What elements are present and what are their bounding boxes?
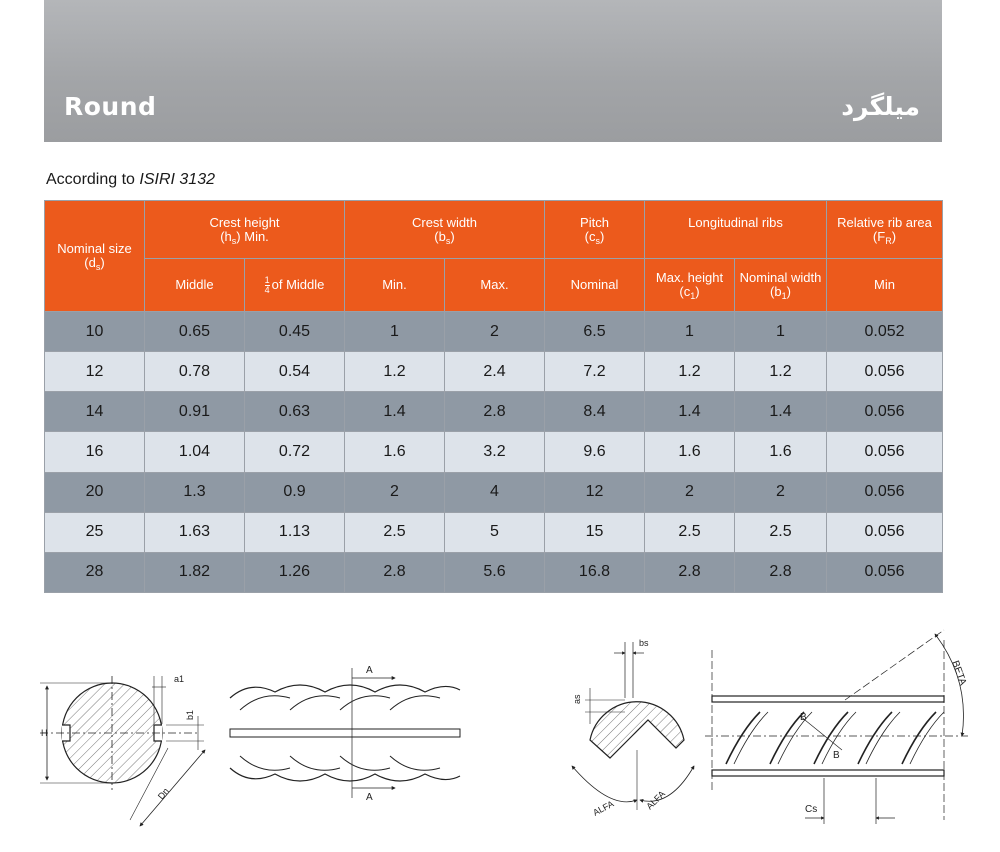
label-beta: BETA <box>949 659 969 687</box>
cell-crest-width-max: 5.6 <box>445 552 545 592</box>
cell-crest-height-quarter: 1.13 <box>245 512 345 552</box>
cell-rib-max-height: 2.8 <box>645 552 735 592</box>
cell-crest-height-middle: 1.04 <box>145 432 245 472</box>
cell-crest-width-min: 2.8 <box>345 552 445 592</box>
cell-relative-rib-area: 0.056 <box>827 512 943 552</box>
cell-crest-width-min: 1.4 <box>345 392 445 432</box>
cell-crest-height-quarter: 1.26 <box>245 552 345 592</box>
header-relative-rib-area: Relative rib area $(F_R)$ <box>827 201 943 259</box>
label-section-a-bottom: A <box>366 792 373 803</box>
cell-relative-rib-area: 0.056 <box>827 392 943 432</box>
header-width-max: Max. <box>445 259 545 312</box>
cell-rib-nominal-width: 2 <box>735 472 827 512</box>
header-middle: Middle <box>145 259 245 312</box>
cell-crest-width-max: 2 <box>445 312 545 352</box>
label-alfa-right: ALFA <box>644 788 667 812</box>
rebar-diagrams <box>0 620 1000 852</box>
cell-pitch-nominal: 8.4 <box>545 392 645 432</box>
cell-crest-height-quarter: 0.54 <box>245 352 345 392</box>
label-section-b-bottom: B <box>833 750 840 761</box>
cell-crest-width-max: 3.2 <box>445 432 545 472</box>
cell-relative-rib-area: 0.056 <box>827 432 943 472</box>
cell-nominal-size: 16 <box>45 432 145 472</box>
cell-relative-rib-area: 0.056 <box>827 472 943 512</box>
rib-detail-shape <box>590 702 684 758</box>
cell-pitch-nominal: 7.2 <box>545 352 645 392</box>
cell-pitch-nominal: 6.5 <box>545 312 645 352</box>
title-banner <box>44 0 942 142</box>
cell-pitch-nominal: 16.8 <box>545 552 645 592</box>
cell-rib-max-height: 1.2 <box>645 352 735 392</box>
table-row <box>45 432 943 472</box>
cell-crest-width-min: 2.5 <box>345 512 445 552</box>
header-quarter-of-middle: $\frac{1}{4}$ of Middle <box>245 259 345 312</box>
cell-relative-rib-area: 0.052 <box>827 312 943 352</box>
title-persian: میلگرد <box>841 92 920 121</box>
cell-relative-rib-area: 0.056 <box>827 352 943 392</box>
label-cs: Cs <box>805 804 818 815</box>
table-row <box>45 352 943 392</box>
header-nominal-size: Nominal size $(d_s)$ <box>45 201 145 312</box>
cell-pitch-nominal: 12 <box>545 472 645 512</box>
cell-rib-max-height: 1.4 <box>645 392 735 432</box>
table-row <box>45 552 943 592</box>
cell-rib-nominal-width: 1.4 <box>735 392 827 432</box>
cell-nominal-size: 10 <box>45 312 145 352</box>
cell-crest-height-middle: 1.82 <box>145 552 245 592</box>
cell-crest-width-max: 2.4 <box>445 352 545 392</box>
cell-rib-max-height: 2 <box>645 472 735 512</box>
header-rib-area-min: Min <box>827 259 943 312</box>
table-row <box>45 312 943 352</box>
cell-crest-width-min: 2 <box>345 472 445 512</box>
cell-nominal-size: 25 <box>45 512 145 552</box>
label-b1: b1 <box>185 709 195 720</box>
label-alfa-left: ALFA <box>591 798 616 818</box>
cell-crest-height-middle: 1.3 <box>145 472 245 512</box>
cell-crest-height-quarter: 0.72 <box>245 432 345 472</box>
cell-rib-max-height: 2.5 <box>645 512 735 552</box>
cell-crest-width-max: 2.8 <box>445 392 545 432</box>
cell-crest-width-min: 1.6 <box>345 432 445 472</box>
header-pitch-nominal: Nominal <box>545 259 645 312</box>
longitudinal-rib-top <box>712 696 944 702</box>
standard-name: ISIRI 3132 <box>139 171 215 188</box>
cell-rib-nominal-width: 2.8 <box>735 552 827 592</box>
longitudinal-view-diagram <box>705 630 968 824</box>
cell-pitch-nominal: 15 <box>545 512 645 552</box>
header-crest-height: Crest height $(h_s)$ Min. <box>145 201 345 259</box>
header-nominal-width: Nominal width $(b_1)$ <box>735 259 827 312</box>
label-as: as <box>572 694 582 704</box>
label-h: H <box>41 728 48 738</box>
cell-crest-height-quarter: 0.63 <box>245 392 345 432</box>
cell-nominal-size: 14 <box>45 392 145 432</box>
cell-crest-width-min: 1.2 <box>345 352 445 392</box>
header-pitch: Pitch $(c_s)$ <box>545 201 645 259</box>
cell-crest-width-max: 5 <box>445 512 545 552</box>
cell-relative-rib-area: 0.056 <box>827 552 943 592</box>
cell-nominal-size: 28 <box>45 552 145 592</box>
cell-nominal-size: 20 <box>45 472 145 512</box>
cell-crest-height-middle: 0.78 <box>145 352 245 392</box>
table-row <box>45 512 943 552</box>
longitudinal-rib-bottom <box>712 770 944 776</box>
cell-crest-width-max: 4 <box>445 472 545 512</box>
table-body <box>45 312 943 593</box>
header-max-height: Max. height $(c_1)$ <box>645 259 735 312</box>
table-row <box>45 472 943 512</box>
cell-rib-nominal-width: 1.6 <box>735 432 827 472</box>
cell-pitch-nominal: 9.6 <box>545 432 645 472</box>
cell-crest-height-middle: 0.91 <box>145 392 245 432</box>
cell-crest-height-quarter: 0.9 <box>245 472 345 512</box>
header-longitudinal-ribs: Longitudinal ribs <box>645 201 827 259</box>
side-view-diagram <box>230 668 460 798</box>
rib-detail-diagram <box>572 642 694 810</box>
header-crest-width: Crest width $(b_s)$ <box>345 201 545 259</box>
label-dn: Dn <box>155 786 171 802</box>
label-bs: bs <box>639 638 649 648</box>
specification-table <box>44 200 943 593</box>
cell-rib-max-height: 1.6 <box>645 432 735 472</box>
cell-rib-nominal-width: 1.2 <box>735 352 827 392</box>
standard-prefix: According to <box>46 171 140 188</box>
fraction: $\frac{1}{4}$ <box>264 274 270 295</box>
title-english: Round <box>64 92 157 121</box>
cross-section-diagram <box>40 676 205 826</box>
cell-rib-nominal-width: 2.5 <box>735 512 827 552</box>
label-section-b-top: B <box>800 712 807 723</box>
standard-caption <box>46 171 215 189</box>
cell-crest-height-quarter: 0.45 <box>245 312 345 352</box>
cell-crest-width-min: 1 <box>345 312 445 352</box>
table-row <box>45 392 943 432</box>
label-a1: a1 <box>174 674 185 684</box>
cell-rib-nominal-width: 1 <box>735 312 827 352</box>
cell-crest-height-middle: 1.63 <box>145 512 245 552</box>
cell-rib-max-height: 1 <box>645 312 735 352</box>
label-section-a-top: A <box>366 665 373 676</box>
cell-crest-height-middle: 0.65 <box>145 312 245 352</box>
header-width-min: Min. <box>345 259 445 312</box>
cell-nominal-size: 12 <box>45 352 145 392</box>
